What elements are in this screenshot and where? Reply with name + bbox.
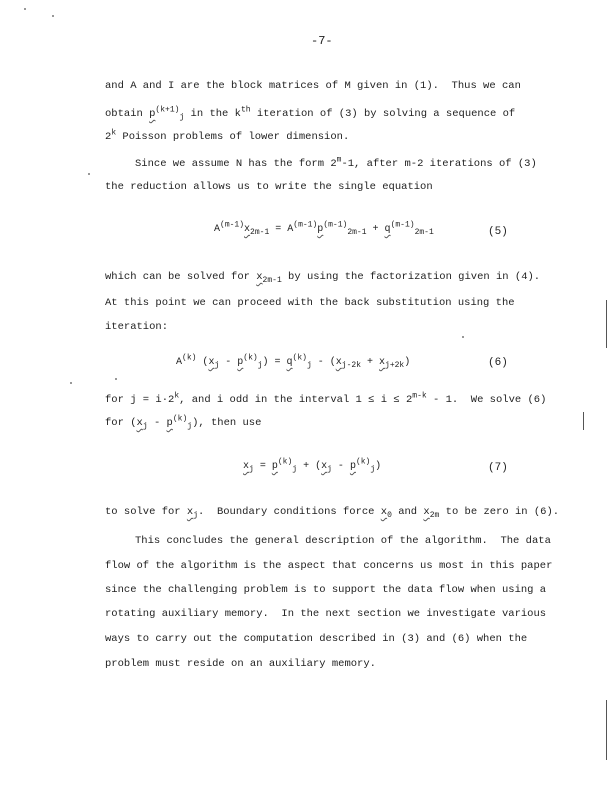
para4-line1: for $j = i\cdot 2^k$, and i odd in the interval $1 \le i \le 2^{m-k} - 1$. We solve (6): [105, 391, 547, 406]
para2-line2: the reduction allows us to write the single equation: [105, 181, 433, 193]
equation-6: $A^{(k)}$ $(x_j - p^{(k)}_j) = q^{(k)}_j - (x_{j-2k} + x_{j+2k})$: [176, 353, 411, 370]
para6-line5: ways to carry out the computation described in (3) and (6) when the: [105, 633, 528, 645]
scan-speck: [52, 15, 54, 17]
scan-edge-line: [606, 700, 607, 760]
para3-line1: which can be solved for $x_{2m-1}$ by using the factorization given in (4).: [105, 271, 541, 286]
para1-line2: obtain $p^{(k+1)}_j$ in the $k^{th}$ iteration of (3) by solving a sequence of: [105, 105, 516, 123]
scan-speck: [24, 8, 26, 10]
para2-line1: Since we assume N has the form 2$^m$-1, after m-2 iterations of (3): [135, 155, 537, 170]
para6-line1: This concludes the general description of the algorithm. The data: [135, 535, 551, 547]
para1-line3: 2$^k$ Poisson problems of lower dimension.: [105, 128, 350, 143]
para6-line2: flow of the algorithm is the aspect that concerns us most in this paper: [105, 560, 553, 572]
para6-line4: rotating auxiliary memory. In the next section we investigate various: [105, 608, 547, 620]
para4-line2: for $(x_j - p^{(k)}_j)$, then use: [105, 414, 262, 432]
page-number: -7-: [311, 34, 333, 48]
para1-line1: and A and I are the block matrices of M given in (1). Thus we can: [105, 80, 521, 92]
scan-speck: [88, 173, 90, 175]
scan-edge-line: [606, 300, 607, 348]
equation-5-number: (5): [488, 226, 508, 238]
equation-7: $x_j = p^{(k)}_j + (x_j - p^{(k)}_j)$: [243, 457, 382, 474]
scan-speck: [70, 382, 72, 384]
para6-line6: problem must reside on an auxiliary memory.: [105, 658, 376, 670]
para3-line3: iteration:: [105, 321, 169, 333]
para5-line1: to solve for $x_j$. Boundary conditions force $x_0$ and $x_{2m}$ to be zero in (6).: [105, 506, 560, 521]
para6-line3: since the challenging problem is to support the data flow when using a: [105, 584, 547, 596]
scan-edge-line: [583, 412, 584, 430]
equation-5: $A^{(m-1)}x_{2m-1} = A^{(m-1)}p^{(m-1)}_{2m-1} + q^{(m-1)}_{2m-1}$: [214, 220, 434, 237]
scan-speck: [462, 336, 464, 338]
para3-line2: At this point we can proceed with the back substitution using the: [105, 297, 515, 309]
equation-7-number: (7): [488, 462, 508, 474]
equation-6-number: (6): [488, 357, 508, 369]
scan-speck: [115, 378, 117, 380]
